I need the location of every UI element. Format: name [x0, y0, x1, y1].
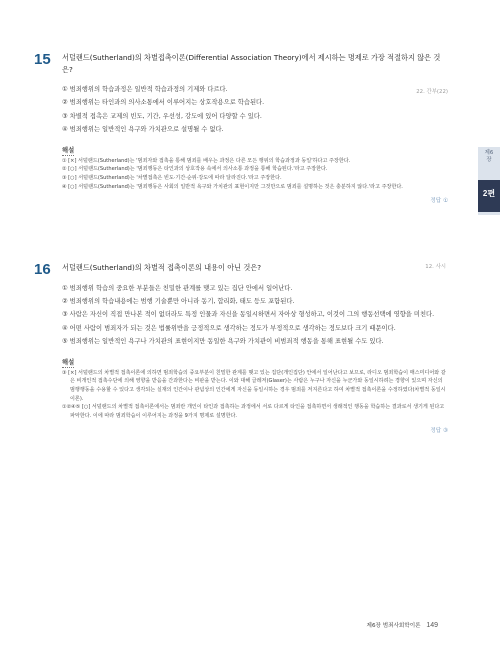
explanation-line: ④ [○] 서덜랜드(Sutherland)는 '범죄행동은 사회의 일반적 욕구와 가치관의 표현이지만 그것만으로 범죄를 설명하는 것은 충분하지 않다.'라고 주장한다.	[62, 183, 403, 190]
option-2[interactable]: ② 범죄행위는 타인과의 의사소통에서 이루어지는 상호작용으로 학습된다.	[62, 99, 265, 107]
explanation	[62, 157, 448, 192]
explanation-line: ③ [×] 서덜랜드의 차별적 접촉이론에 의하면 범죄학습의 중요부분이 친밀한 관계를 맺고 있는 집단(개인집단) 안에서 일어난다고 보므로, 라디오 범죄학습이 매스미디어와 같은 비개인적 접촉수단에 의해 영향을 받음을 간과한다는 비판을 받는다. 이와 대해 글레저(Glaser)는 사람은 누구나 자신을 누군가와 동일시하려는 경향이 있으며 자신의 범행행동을 수용할 수 있다고 생각되는 실재의 인간이나 관념상의 인간에게 자신을 동일시하는 경우 범죄를 저지른다고 하여 차별적 접촉이론을 수정하였다(차별적 동일시이론).	[62, 369, 446, 402]
question-number: 16	[34, 261, 51, 278]
question-stem	[62, 262, 448, 274]
question-16	[34, 261, 448, 434]
page-footer	[367, 621, 438, 629]
option-3[interactable]: ③ 차별적 접촉은 교제의 빈도, 기간, 우선성, 강도에 있어 다양할 수 있다.	[62, 112, 262, 120]
question-source: 12. 사시	[425, 264, 446, 270]
chapter-side-label: 제6장	[484, 150, 494, 163]
answer	[62, 426, 448, 434]
option-list	[62, 282, 448, 349]
question-stem: 서덜랜드(Sutherland)의 차별접촉이론(Differential Association Theory)에서 제시하는 명제로 가장 적절하지 않은 것은?	[62, 53, 441, 74]
question-number: 15	[34, 51, 51, 68]
option-3[interactable]: ③ 사람은 자신이 직접 만나본 적이 없더라도 특정 인물과 자신을 동일시하면서 자아상 형성하고, 이것이 그의 행동선택에 영향을 미친다.	[62, 311, 435, 319]
answer-text: 정답 ①	[430, 198, 448, 205]
option-1[interactable]: ① 범죄행위 학습의 중요한 부분들은 친밀한 관계를 맺고 있는 집단 안에서 일어난다.	[62, 284, 293, 292]
page-number: 149	[426, 622, 438, 629]
explanation-line: ① [×] 서덜랜드(Sutherland)는 '범죄자와 접촉을 통해 범죄를 배우는 과정은 다른 모든 행위의 학습과정과 동일'하다고 주장한다.	[62, 157, 351, 164]
chapter-side-number: 2편	[482, 189, 496, 198]
option-4[interactable]: ④ 범죄행위는 일반적인 욕구와 가치관으로 설명될 수 없다.	[62, 126, 224, 134]
question-source: 22. 간부(22)	[416, 89, 448, 95]
explanation-line: ①②④⑤ [○] 서덜랜드의 차별적 접촉이론에서는 범죄란 개인이 타인과 접촉하는 과정에서 서로 다르게 타인을 접촉하면서 생래적인 행동을 학습하는 결과로서 생기게 된다고 파악한다. 이에 따라 범죄학습이 이루어지는 과정을 9가지 명제로 설명한다.	[62, 404, 445, 420]
explanation-label: 해설	[62, 146, 75, 154]
option-4[interactable]: ④ 어떤 사람이 범죄자가 되는 것은 법률위반을 긍정적으로 생각하는 정도가 부정적으로 생각하는 정도보다 크기 때문이다.	[62, 324, 396, 332]
footer-chapter: 제6장 범죄사회학이론	[366, 623, 421, 629]
explanation-label: 해설	[62, 358, 75, 366]
option-list	[62, 83, 448, 137]
option-2[interactable]: ② 범죄행위의 학습내용에는 범행 기술뿐만 아니라 동기, 합리화, 태도 등도 포함된다.	[62, 297, 295, 305]
question-stem-text: 서덜랜드(Sutherland)의 차별적 접촉이론의 내용이 아닌 것은?	[62, 263, 262, 272]
answer-text: 정답 ③	[430, 427, 448, 434]
option-5[interactable]: ⑤ 범죄행위는 일반적인 욕구나 가치관의 표현이지만 동일한 욕구와 가치관이 비범죄적 행동을 통해 표현될 수도 있다.	[62, 338, 384, 346]
option-1[interactable]: ① 범죄행위의 학습과정은 일반적 학습과정의 기제와 다르다.	[62, 86, 228, 93]
explanation-line: ③ [○] 서덜랜드(Sutherland)는 '차별접촉은 빈도·기간·순위·강도에 따라 달라진다.'라고 주장한다.	[62, 175, 282, 182]
answer	[62, 196, 448, 204]
question-15	[34, 51, 448, 205]
explanation-line: ② [○] 서덜랜드(Sutherland)는 '범죄행동은 타인과의 상호작용 속에서 의사소통 과정을 통해 학습된다.'라고 주장한다.	[62, 166, 328, 173]
explanation	[62, 369, 448, 421]
